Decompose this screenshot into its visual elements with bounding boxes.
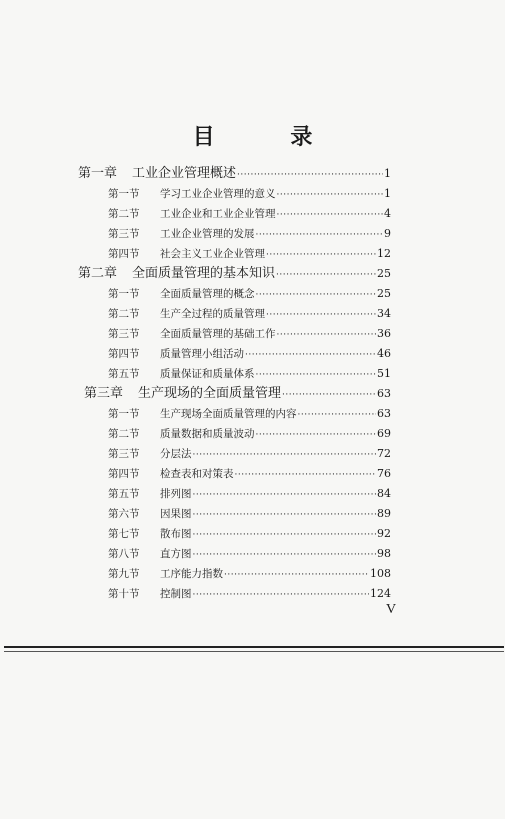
toc-entry-number: 第四节: [108, 248, 140, 260]
toc-entry-page: 69: [377, 427, 391, 440]
toc-entry-number: 第九节: [108, 568, 140, 580]
toc-entry-section[interactable]: [108, 464, 391, 484]
toc-entry-page: 76: [377, 467, 391, 480]
leader-dots: [277, 205, 384, 225]
toc-entry-page: 72: [377, 447, 391, 460]
toc-entry-number: 第二节: [108, 208, 140, 220]
toc-entry-section[interactable]: [108, 444, 391, 464]
toc-entry-number: 第五节: [108, 488, 140, 500]
leader-dots: [193, 485, 377, 505]
toc-entry-section[interactable]: [108, 344, 391, 364]
toc-entry-chapter-2[interactable]: [78, 264, 391, 284]
leader-dots: [256, 425, 377, 445]
toc-entry-title: 直方图: [160, 548, 192, 560]
page-number-roman: V: [386, 602, 397, 617]
leader-dots: [193, 505, 377, 525]
toc-entry-section[interactable]: [108, 244, 391, 264]
toc-entry-number: 第四节: [108, 348, 140, 360]
toc-entry-number: 第一章: [78, 166, 118, 181]
toc-entry-title: 全面质量管理的概念: [160, 288, 255, 300]
leader-dots: [193, 445, 377, 465]
toc-entry-title: 分层法: [160, 448, 192, 460]
toc-entry-page: 1: [384, 187, 391, 200]
toc-entry-title: 工序能力指数: [160, 568, 223, 580]
toc-entry-section[interactable]: [108, 504, 391, 524]
toc-entry-page: 46: [377, 347, 391, 360]
toc-entry-page: 84: [377, 487, 391, 500]
toc-entry-title: 散布图: [160, 528, 192, 540]
toc-entry-title: 全面质量管理的基本知识: [132, 266, 276, 281]
toc-entry-section[interactable]: [108, 284, 391, 304]
toc-entry-number: 第二节: [108, 428, 140, 440]
toc-entry-number: 第十节: [108, 588, 140, 600]
toc-entry-title: 社会主义工业企业管理: [160, 248, 265, 260]
toc-entry-number: 第三节: [108, 228, 140, 240]
leader-dots: [282, 385, 376, 405]
toc-entry-section[interactable]: [108, 404, 391, 424]
toc-entry-number: 第四节: [108, 468, 140, 480]
toc-entry-title: 生产现场全面质量管理的内容: [160, 408, 297, 420]
toc-entry-page: 25: [377, 267, 391, 280]
toc-entry-section[interactable]: [108, 224, 391, 244]
toc-entry-number: 第三章: [84, 386, 124, 401]
toc-entry-section[interactable]: [108, 584, 391, 604]
toc-entry-section[interactable]: [108, 544, 391, 564]
toc-entry-section[interactable]: [108, 324, 391, 344]
toc-entry-title: 检查表和对策表: [160, 468, 234, 480]
toc-entry-title: 质量保证和质量体系: [160, 368, 255, 380]
toc-entry-title: 工业企业和工业企业管理: [160, 208, 276, 220]
toc-entry-section[interactable]: [108, 484, 391, 504]
toc-entry-section[interactable]: [108, 424, 391, 444]
leader-dots: [235, 465, 377, 485]
toc-entry-page: 4: [384, 207, 391, 220]
toc-entry-page: 108: [370, 567, 391, 580]
toc-entry-title: 控制图: [160, 588, 192, 600]
leader-dots: [193, 545, 377, 565]
toc-entry-number: 第一节: [108, 408, 140, 420]
toc-entry-number: 第五节: [108, 368, 140, 380]
toc-entry-section[interactable]: [108, 204, 391, 224]
toc-entry-title: 生产现场的全面质量管理: [138, 386, 282, 401]
leader-dots: [224, 565, 369, 585]
leader-dots: [276, 265, 376, 285]
toc-entry-chapter-1[interactable]: [78, 164, 391, 184]
leader-dots: [277, 325, 377, 345]
toc-entry-number: 第二章: [78, 266, 118, 281]
toc-entry-page: 63: [377, 387, 391, 400]
toc-entry-section[interactable]: [108, 184, 391, 204]
toc-entry-chapter-3[interactable]: [84, 384, 391, 404]
toc-entry-title: 质量管理小组活动: [160, 348, 244, 360]
toc-entry-number: 第一节: [108, 288, 140, 300]
toc-entry-page: 36: [377, 327, 391, 340]
footer-rule-thin: [4, 651, 504, 652]
toc-entry-title: 工业企业管理概述: [132, 166, 237, 181]
toc-entry-number: 第一节: [108, 188, 140, 200]
toc-entry-page: 12: [377, 247, 391, 260]
toc-entry-title: 生产全过程的质量管理: [160, 308, 265, 320]
toc-entry-title: 排列图: [160, 488, 192, 500]
leader-dots: [266, 245, 376, 265]
leader-dots: [266, 305, 376, 325]
toc-entry-page: 25: [377, 287, 391, 300]
leader-dots: [277, 185, 384, 205]
toc-entry-number: 第六节: [108, 508, 140, 520]
toc-entry-section[interactable]: [108, 524, 391, 544]
toc-entry-title: 质量数据和质量波动: [160, 428, 255, 440]
toc-entry-section[interactable]: [108, 304, 391, 324]
leader-dots: [298, 405, 377, 425]
toc-entry-number: 第七节: [108, 528, 140, 540]
toc-entry-number: 第三节: [108, 328, 140, 340]
toc-entry-page: 9: [384, 227, 391, 240]
toc-entry-page: 89: [377, 507, 391, 520]
toc-entry-page: 51: [377, 367, 391, 380]
toc-entry-title: 学习工业企业管理的意义: [160, 188, 276, 200]
toc-entry-number: 第八节: [108, 548, 140, 560]
toc-entry-page: 63: [377, 407, 391, 420]
toc-entry-page: 124: [370, 587, 391, 600]
leader-dots: [245, 345, 376, 365]
toc-entry-page: 98: [377, 547, 391, 560]
toc-entry-page: 92: [377, 527, 391, 540]
toc-entry-title: 因果图: [160, 508, 192, 520]
toc-entry-page: 34: [377, 307, 391, 320]
toc-entry-page: 1: [384, 167, 391, 180]
toc-entry-section[interactable]: [108, 364, 391, 384]
leader-dots: [237, 165, 383, 185]
toc-entry-title: 全面质量管理的基础工作: [160, 328, 276, 340]
toc-entry-title: 工业企业管理的发展: [160, 228, 255, 240]
leader-dots: [256, 365, 377, 385]
page-title: 目 录: [192, 124, 347, 150]
toc-entry-number: 第三节: [108, 448, 140, 460]
leader-dots: [256, 285, 377, 305]
leader-dots: [193, 585, 370, 605]
toc-entry-section[interactable]: [108, 564, 391, 584]
leader-dots: [193, 525, 377, 545]
toc-entry-number: 第二节: [108, 308, 140, 320]
footer-rule: [4, 646, 504, 648]
leader-dots: [256, 225, 384, 245]
